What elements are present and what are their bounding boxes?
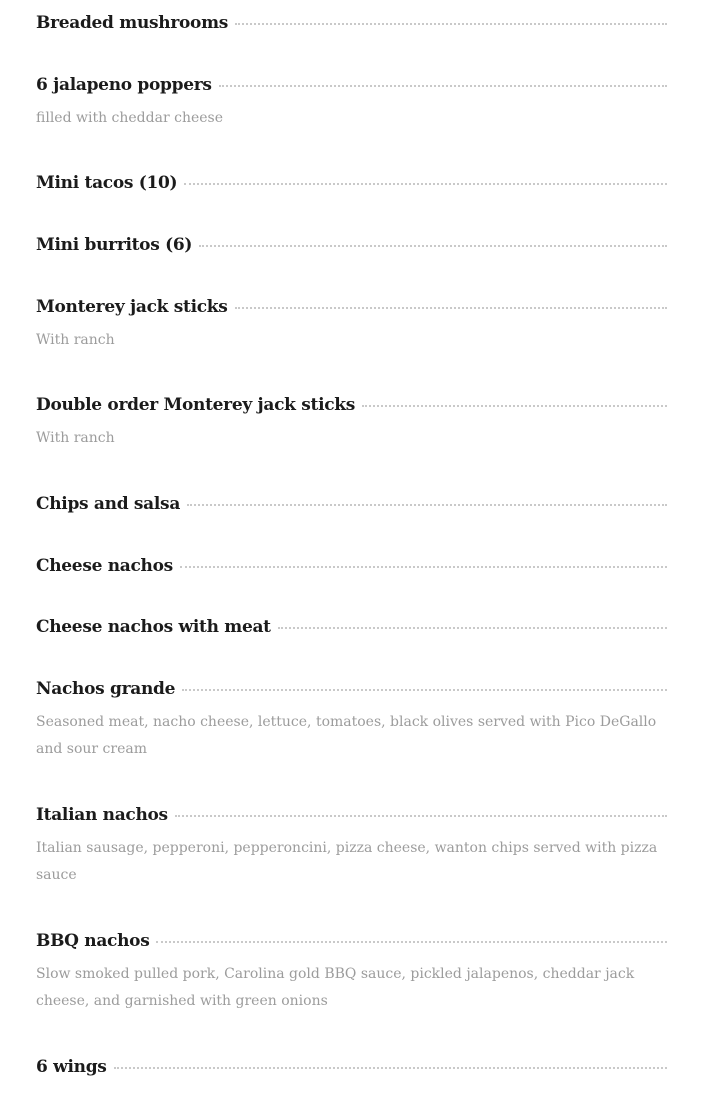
menu-item xyxy=(36,293,667,354)
dotted-leader xyxy=(182,689,667,691)
dotted-leader xyxy=(199,245,667,247)
menu-item-name: Cheese nachos xyxy=(36,556,173,576)
menu-item-name: 6 wings xyxy=(36,1057,107,1077)
menu-item xyxy=(36,801,667,889)
menu-item xyxy=(36,490,667,518)
menu-item-name: Mini burritos (6) xyxy=(36,235,193,255)
menu-item-description: Slow smoked pulled pork, Carolina gold BBQ sauce, pickled jalapenos, cheddar jack cheese, and garnished with green onions xyxy=(36,966,635,1009)
menu-item xyxy=(36,552,667,580)
menu-item xyxy=(36,169,667,197)
menu-item xyxy=(36,9,667,37)
dotted-leader xyxy=(184,183,667,185)
menu-item-name: Italian nachos xyxy=(36,805,168,825)
menu-item-name: Nachos grande xyxy=(36,679,176,699)
menu-item xyxy=(36,675,667,763)
dotted-leader xyxy=(219,85,667,87)
menu-item-description: filled with cheddar cheese xyxy=(36,110,223,126)
dotted-leader xyxy=(235,307,667,309)
dotted-leader xyxy=(278,627,667,629)
menu-item-description: With ranch xyxy=(36,430,115,446)
menu-item-description: Italian sausage, pepperoni, pepperoncini, pizza cheese, wanton chips served with pizza sauce xyxy=(36,840,658,883)
menu-item xyxy=(36,613,667,641)
dotted-leader xyxy=(180,566,667,568)
dotted-leader xyxy=(175,815,667,817)
dotted-leader xyxy=(156,941,667,943)
menu-item-name: Chips and salsa xyxy=(36,494,181,514)
menu-item xyxy=(36,927,667,1015)
menu-item-description: Seasoned meat, nacho cheese, lettuce, tomatoes, black olives served with Pico DeGallo and sour cream xyxy=(36,714,657,757)
dotted-leader xyxy=(235,23,667,25)
dotted-leader xyxy=(187,504,667,506)
dotted-leader xyxy=(114,1067,667,1069)
menu-item-name: BBQ nachos xyxy=(36,931,150,951)
menu-item xyxy=(36,391,667,452)
menu-item-name: Monterey jack sticks xyxy=(36,297,228,317)
menu-item xyxy=(36,231,667,259)
menu-item-name: Cheese nachos with meat xyxy=(36,617,271,637)
menu-item-name: Double order Monterey jack sticks xyxy=(36,395,356,415)
menu-item xyxy=(36,1053,667,1081)
menu-item xyxy=(36,71,667,132)
menu-item-name: Mini tacos (10) xyxy=(36,173,178,193)
dotted-leader xyxy=(362,405,667,407)
menu-item-name: 6 jalapeno poppers xyxy=(36,75,212,95)
menu-item-name: Breaded mushrooms xyxy=(36,13,229,33)
menu-item-description: With ranch xyxy=(36,332,115,348)
